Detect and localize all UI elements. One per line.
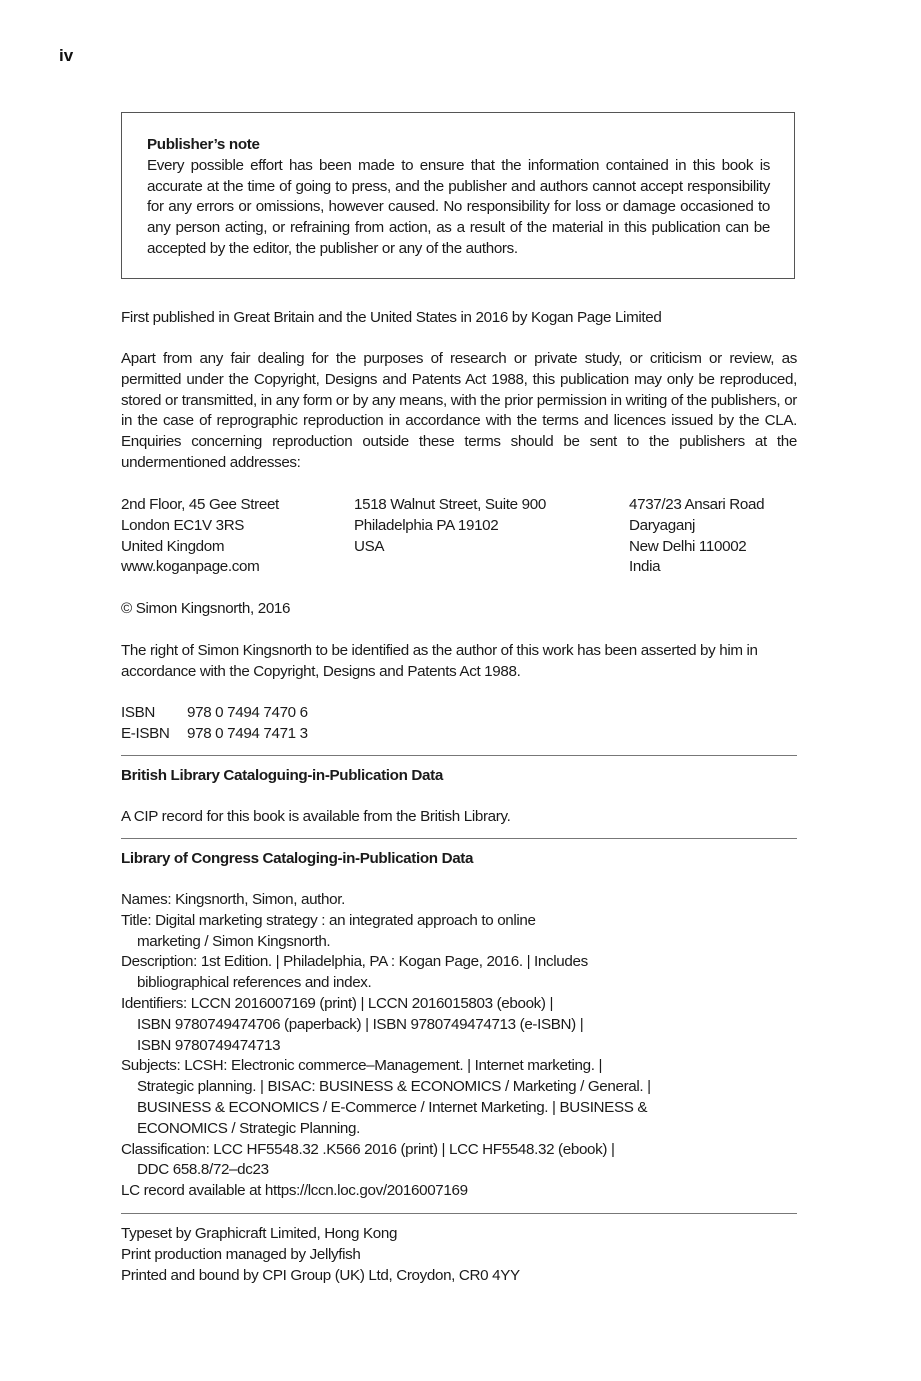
production-credits [121, 1224, 797, 1286]
loc-line: Identifiers: LCCN 2016007169 (print) | LCCN 2016015803 (ebook) | [121, 994, 554, 1012]
isbn-label: ISBN [121, 704, 156, 721]
loc-heading: Library of Congress Cataloging-in-Publication Data [121, 850, 474, 867]
print-production-credit: Print production managed by Jellyfish [121, 1245, 361, 1263]
address-usa [354, 495, 546, 557]
moral-rights: The right of Simon Kingsnorth to be identified as the author of this work has been asserted by him in accordance with the Copyright, Designs and Patents Act 1988. [121, 642, 758, 680]
printer-credit: Printed and bound by CPI Group (UK) Ltd, Croydon, CR0 4YY [121, 1266, 520, 1284]
copyright-line: © Simon Kingsnorth, 2016 [121, 600, 291, 617]
loc-line-continued: DDC 658.8/72–dc23 [137, 1161, 269, 1179]
isbn-row [121, 724, 797, 745]
loc-entry-names [121, 890, 797, 911]
british-library-heading: British Library Cataloguing-in-Publication Data [121, 767, 443, 784]
loc-entry-record-link [121, 1181, 797, 1202]
british-library-text: A CIP record for this book is available from the British Library. [121, 808, 511, 825]
loc-entry-identifiers [121, 994, 797, 1056]
address-line: India [629, 558, 661, 576]
address-line: 4737/23 Ansari Road [629, 496, 765, 513]
loc-entry-description [121, 952, 797, 994]
loc-line: Names: Kingsnorth, Simon, author. [121, 891, 345, 908]
loc-entry-title [121, 911, 797, 953]
address-line: London EC1V 3RS [121, 516, 245, 534]
address-line: United Kingdom [121, 537, 225, 555]
publisher-addresses [121, 495, 797, 579]
publishers-note-title: Publisher’s note [147, 136, 260, 153]
loc-entry-classification [121, 1140, 797, 1182]
address-india [629, 495, 764, 578]
address-line: 2nd Floor, 45 Gee Street [121, 496, 279, 513]
loc-record-link: LC record available at https://lccn.loc.gov/2016007169 [121, 1182, 468, 1200]
loc-line: Title: Digital marketing strategy : an integrated approach to online [121, 911, 536, 929]
loc-line-continued: ECONOMICS / Strategic Planning. [137, 1119, 360, 1137]
loc-entry-subjects [121, 1056, 797, 1139]
divider [121, 755, 797, 756]
loc-line-continued: marketing / Simon Kingsnorth. [137, 932, 331, 950]
loc-record [121, 890, 797, 1202]
isbn-value: 978 0 7494 7471 3 [187, 724, 308, 742]
loc-line-continued: ISBN 9780749474706 (paperback) | ISBN 9780749474713 (e-ISBN) | [137, 1015, 584, 1033]
loc-line-continued: ISBN 9780749474713 [137, 1036, 281, 1054]
address-line: Daryaganj [629, 516, 696, 534]
loc-line: Description: 1st Edition. | Philadelphia, PA : Kogan Page, 2016. | Includes [121, 953, 588, 971]
address-uk [121, 495, 279, 578]
page-number: iv [59, 46, 74, 65]
address-line: USA [354, 537, 385, 555]
loc-line-continued: bibliographical references and index. [137, 974, 372, 992]
isbn-row [121, 703, 797, 724]
first-published: First published in Great Britain and the United States in 2016 by Kogan Page Limited [121, 309, 662, 326]
copyright-notice: Apart from any fair dealing for the purposes of research or private study, or criticism or review, as permitted under the Copyright, Designs and Patents Act 1988, this publication may only be reproduced, stored or transmitted, in any form or by any means, with the prior permission in writing of the publishers, or in the case of reprographic reproduction in accordance with the terms and licences issued by the CLA. Enquiries concerning reproduction outside these terms should be sent to the publishers at the undermentioned addresses: [121, 350, 797, 471]
address-website: www.koganpage.com [121, 558, 260, 576]
loc-line-continued: Strategic planning. | BISAC: BUSINESS & ECONOMICS / Marketing / General. | [137, 1078, 651, 1096]
loc-line: Classification: LCC HF5548.32 .K566 2016 (print) | LCC HF5548.32 (ebook) | [121, 1140, 615, 1158]
address-line: 1518 Walnut Street, Suite 900 [354, 496, 546, 513]
isbn-label: E-ISBN [121, 724, 170, 742]
publishers-note-body: Every possible effort has been made to ensure that the information contained in this book is accurate at the time of going to press, and the publisher and authors cannot accept responsibility for any errors or omissions, however caused. No responsibility for loss or damage occasioned to any person acting, or refraining from action, as a result of the material in this publication can be accepted by the editor, the publisher or any of the authors. [147, 156, 770, 257]
address-line: New Delhi 110002 [629, 537, 747, 555]
isbn-list [121, 703, 797, 745]
typeset-credit: Typeset by Graphicraft Limited, Hong Kong [121, 1225, 398, 1242]
isbn-value: 978 0 7494 7470 6 [187, 704, 308, 721]
divider [121, 838, 797, 839]
address-line: Philadelphia PA 19102 [354, 516, 499, 534]
loc-line-continued: BUSINESS & ECONOMICS / E-Commerce / Internet Marketing. | BUSINESS & [137, 1098, 648, 1116]
publishers-note-box [121, 112, 795, 279]
divider [121, 1213, 797, 1214]
loc-line: Subjects: LCSH: Electronic commerce–Management. | Internet marketing. | [121, 1057, 603, 1075]
